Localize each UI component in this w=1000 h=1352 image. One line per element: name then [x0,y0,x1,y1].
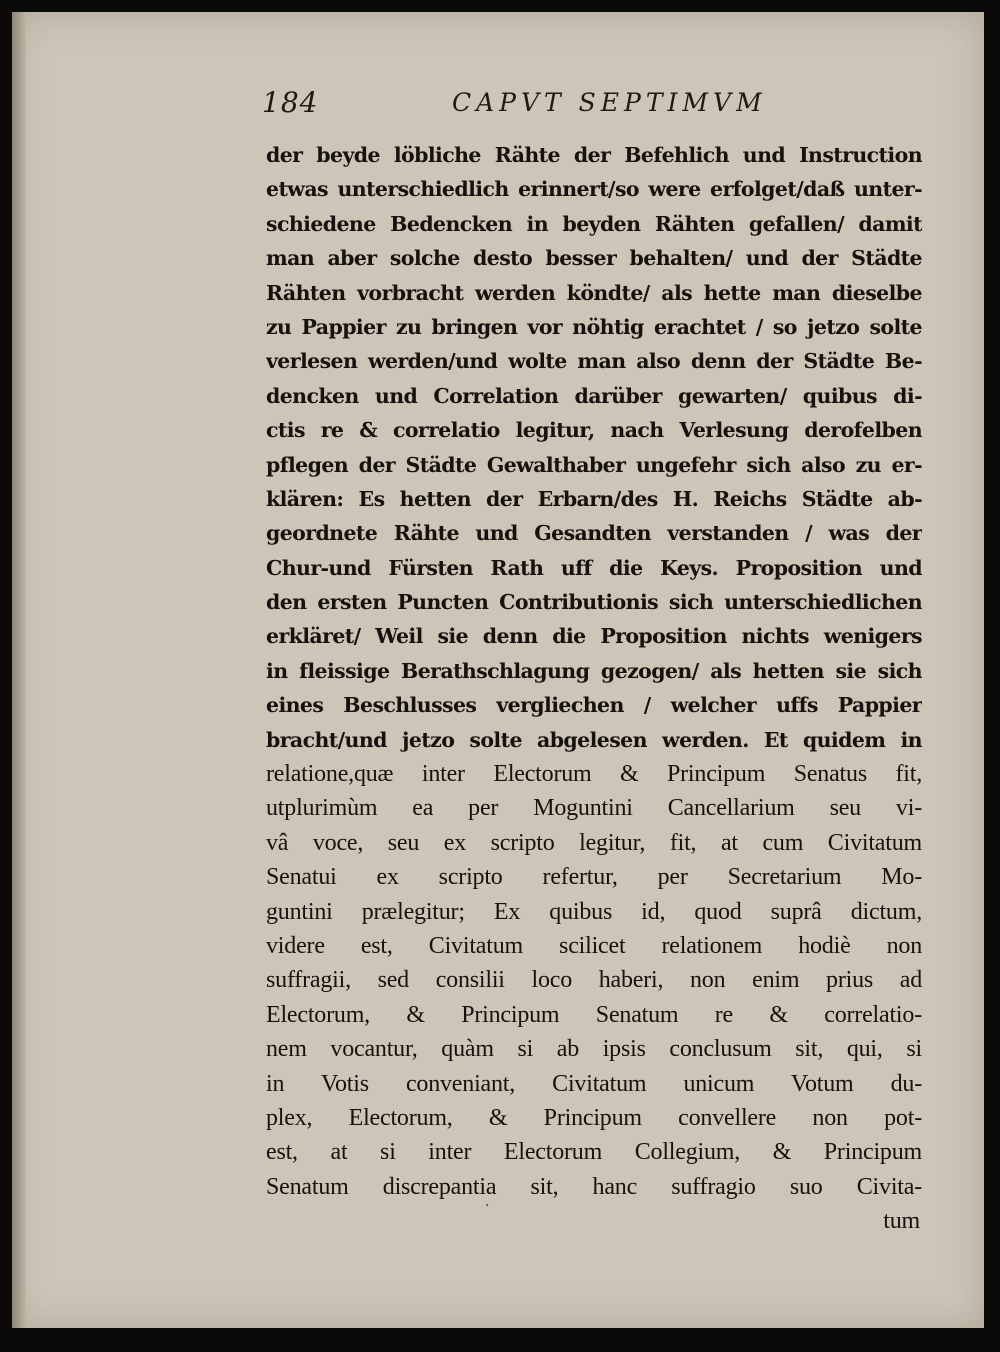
text-line: guntini prælegitur; Ex quibus id, quod suprâ dictum, [266,898,922,925]
body-text [266,138,922,1239]
page-number: 184 [262,86,319,119]
text-line: zu Pappier zu bringen vor nöhtig erachtet / so jetzo solte [266,314,922,339]
text-line: relatione,quæ inter Electorum & Principum Senatus fit, [266,761,922,788]
text-line: Chur-und Fürsten Rath uff die Keys. Proposition und [266,555,922,580]
ink-speck: · [485,1198,490,1214]
text-line: man aber solche desto besser behalten/ und der Städte [266,246,922,271]
page-header [262,86,922,126]
text-line: geordnete Rähte und Gesandten verstanden / was der [266,521,922,546]
text-line: der beyde löbliche Rähte der Befehlich und Instruction [266,143,922,167]
text-line: utplurimùm ea per Moguntini Cancellarium seu vi- [266,795,922,822]
text-line: vâ voce, seu ex scripto legitur, fit, at cum Civitatum [266,829,922,856]
text-line: pflegen der Städte Gewalthaber ungefehr sich also zu er- [266,452,922,477]
text-line: bracht/und jetzo solte abgelesen werden. Et quidem in [266,727,922,752]
running-title: CAPVT SEPTIMVM [452,88,767,117]
text-line: Electorum, & Principum Senatum re & correlatio- [266,1001,922,1028]
text-line: Senatum discrepantia sit, hanc suffragio suo Civita- [266,1173,922,1200]
text-line: est, at si inter Electorum Collegium, & Principum [266,1139,922,1166]
text-line: ctis re & correlatio legitur, nach Verlesung derofelben [266,418,922,443]
text-line: schiedene Bedencken in beyden Rähten gefallen/ damit [266,211,922,236]
text-line: in fleissige Berathschlagung gezogen/ als hetten sie sich [266,658,922,683]
text-line: Rähten vorbracht werden köndte/ als hette man dieselbe [266,280,922,305]
catchword: tum [883,1208,920,1235]
text-line: suffragii, sed consilii loco haberi, non enim prius ad [266,967,922,994]
text-line: plex, Electorum, & Principum convellere non pot- [266,1104,922,1131]
text-line: in Votis conveniant, Civitatum unicum Votum du- [266,1070,922,1097]
text-line: erkläret/ Weil sie denn die Proposition nichts wenigers [266,624,922,649]
text-line: etwas unterschiedlich erinnert/so were erfolget/daß unter- [266,177,922,202]
text-line: dencken und Correlation darüber gewarten/ quibus di- [266,383,922,408]
text-line: nem vocantur, quàm si ab ipsis conclusum sit, qui, si [266,1036,922,1063]
text-line: videre est, Civitatum scilicet relationem hodiè non [266,932,922,959]
text-line: klären: Es hetten der Erbarn/des H. Reichs Städte ab- [266,486,922,511]
text-line: den ersten Puncten Contributionis sich unterschiedlichen [266,590,922,615]
text-line: verlesen werden/und wolte man also denn der Städte Be- [266,349,922,374]
text-line: Senatui ex scripto refertur, per Secretarium Mo- [266,864,922,891]
text-line: eines Beschlusses vergliechen / welcher uffs Pappier [266,693,922,718]
page-gutter [12,12,26,1328]
